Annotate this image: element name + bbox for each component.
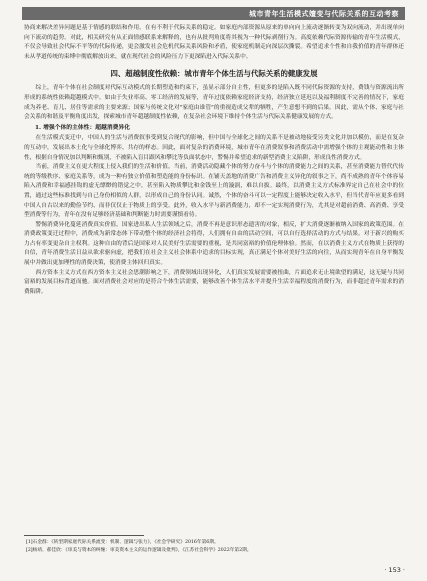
page-number: · 153 ·: [384, 566, 405, 574]
paragraph-1: 综上，青年个体在社会制度对代际互动模式的长期塑造和约束下，虽显示部分自主性，但更多的是陷入既不同代际资源的支持，费钱与资源流出所形成的系统性依赖超越模式中。如由于失业率高、零工经济的发展等，青年过度依赖家庭经济支持，经济独立延迟以及福利制度不完善的情况下，家庭成为养老、育儿、居住等需求的主要来源；国家与传统文化对"家庭由谁管"的重视造成父辈的牺牲，产生意想不到的后果。因此，需从个体、家庭与社会关系的和谐及平衡角度出发，探索城市青年超越制度性依赖，在复杂社会环境下维持个体生活与代际关系健康发展的方式。: [24, 85, 404, 121]
intro-paragraph: 协商来解决差异问题是基于情感的联结和作用。在有不利于代际关系的稳定。如家庭内部资源从原来的单向向上流动逐渐转变为双向流动，并出现单向向下流动的趋势。对此，相关研究有从正面情感联系来解释的，也有从批判角度将其视为一种代际剥削行为。高度依赖代际资源传输的青年生活模式，不仅会导致社会代际不平等的代际传递，更会激发社会危机代际关系风险和矛盾，使家庭机制走向深层次撕裂。希望追求个性和自我价值的青年群体还未从孝道传统的束缚中彻底解放出来，就在现代社会的风险压力下更深陷进入代际关系中。: [24, 25, 404, 60]
footnotes: [26, 539, 396, 555]
paragraph-5: 西方资本主义方式在西方资本主义社会思潮影响之下，消费领域出现异化，人们真实发展需要被扭曲，片面追求无止境欲望的满足，这无疑与共同富裕的发展目标背道而驰。面对消费社会对应的是符合个体生活需要，能够改善个体生活水平并提升生活幸福程度的消费行为，而非超过青年需求的消费陷阱。: [24, 269, 404, 295]
running-header: [22, 7, 405, 20]
running-header-title: 城市青年生活模式嬗变与代际关系的互动考察: [249, 9, 399, 18]
section-title: 四、超越制度性依赖：城市青年个体生活与代际关系的健康发展: [110, 69, 318, 79]
footnote-1: [1]石金群：《转型期家庭代际关系流变：机制、逻辑与张力》，《社会学研究》2016年第6期。: [26, 540, 219, 545]
paragraph-2: 在生活模式变迁中，中国人的生活与消费叙事受到复合现代的影响，但中国与全球化之间的关系不是被动地接受另类文化并加以模仿，而是在复杂的互动中，发展出本土化与全球化博弈、共存的样态。因此，面对复杂的消费环境，城市青年在消费叙事和消费活动中需增强个体的主观能动性和主体性，根据自身情况加以判断和甄别，不被陷入盲目跟风和攀比等负面状态中，警惕并希望追求的新型消费主义陷阱，形成良性消费方式。: [24, 135, 404, 161]
paragraph-4: 警惕消费异化蔓延消费真实价值。国家进出私人生活领域之后，消费不再是意识形态遗害的对象，相反，扩大消费逐渐被纳入国家的政策范围。在消费政策变迁过程中，消费成为新常态体下带动整个体的经济社会将得，人们拥有自由的活动空间，可以自行选择活动的方式与结果。对于新兴的购买力占有率变更杂自主权利。这种自由的背后是国家对人民美好生活需要的重视，是共同富裕的价值伦理体验。然而，在以消费主义方式在物质上获得的自信，青年消费生活日益从欲求驱向虚，把我们在社会主义社会体系中追求的目标实现，真正满足个体对美好生活的向往，从而实现青年在自身平衡发展中并做出更加理性的消费决策，使消费主体回归真实。: [24, 221, 404, 267]
article-body: [24, 24, 404, 297]
footnote-divider: [24, 535, 144, 536]
paragraph-3: 当前，消费主义在更大程度上侵入我们的生活和价值。当前，消费活动隐藏个体的努力奋斗与个体的消费能力之间的关系，甚至消费能力替代代传统的等级秩序、家庭关系等，成为一种有独立价值和塑造能的身份标识。在铺天盖地的消费广告和消费主义异化的叙事之下，尚不成熟的青年个体容易陷入消费和幸福感挂钩的虚无缥缈的错觉之中，甚至陷入物质攀比和金钱至上的漩涡，难以自拔。最终，以消费主义方式标准界定自己在社会中的位置，通过这些标准找到与自己身份相似的人群，以形成自己的身份认同。诚然，个体的奋斗可以一定程度上能够决定收入水平，但当代青年应更多看到中国人自古以来的勤俭节约、而非仅仅止于物质上的享受。此外，收入水平与新消费能力，却不一定实现消费行为，尤其是对超前消费、高消费、享受型消费等行为，青年在没有足够经济基础和判断能力时需要谨慎看待。: [24, 164, 404, 219]
footnote-2: [2]杨靖、郝佳欣：《审美与资本的纠缠：审美资本主义的运作逻辑及批判》，《江苏社会科学》2022年第2期。: [26, 548, 252, 554]
subsection-title: 1. 增强个体的主体性：超越消费异化: [35, 124, 131, 131]
